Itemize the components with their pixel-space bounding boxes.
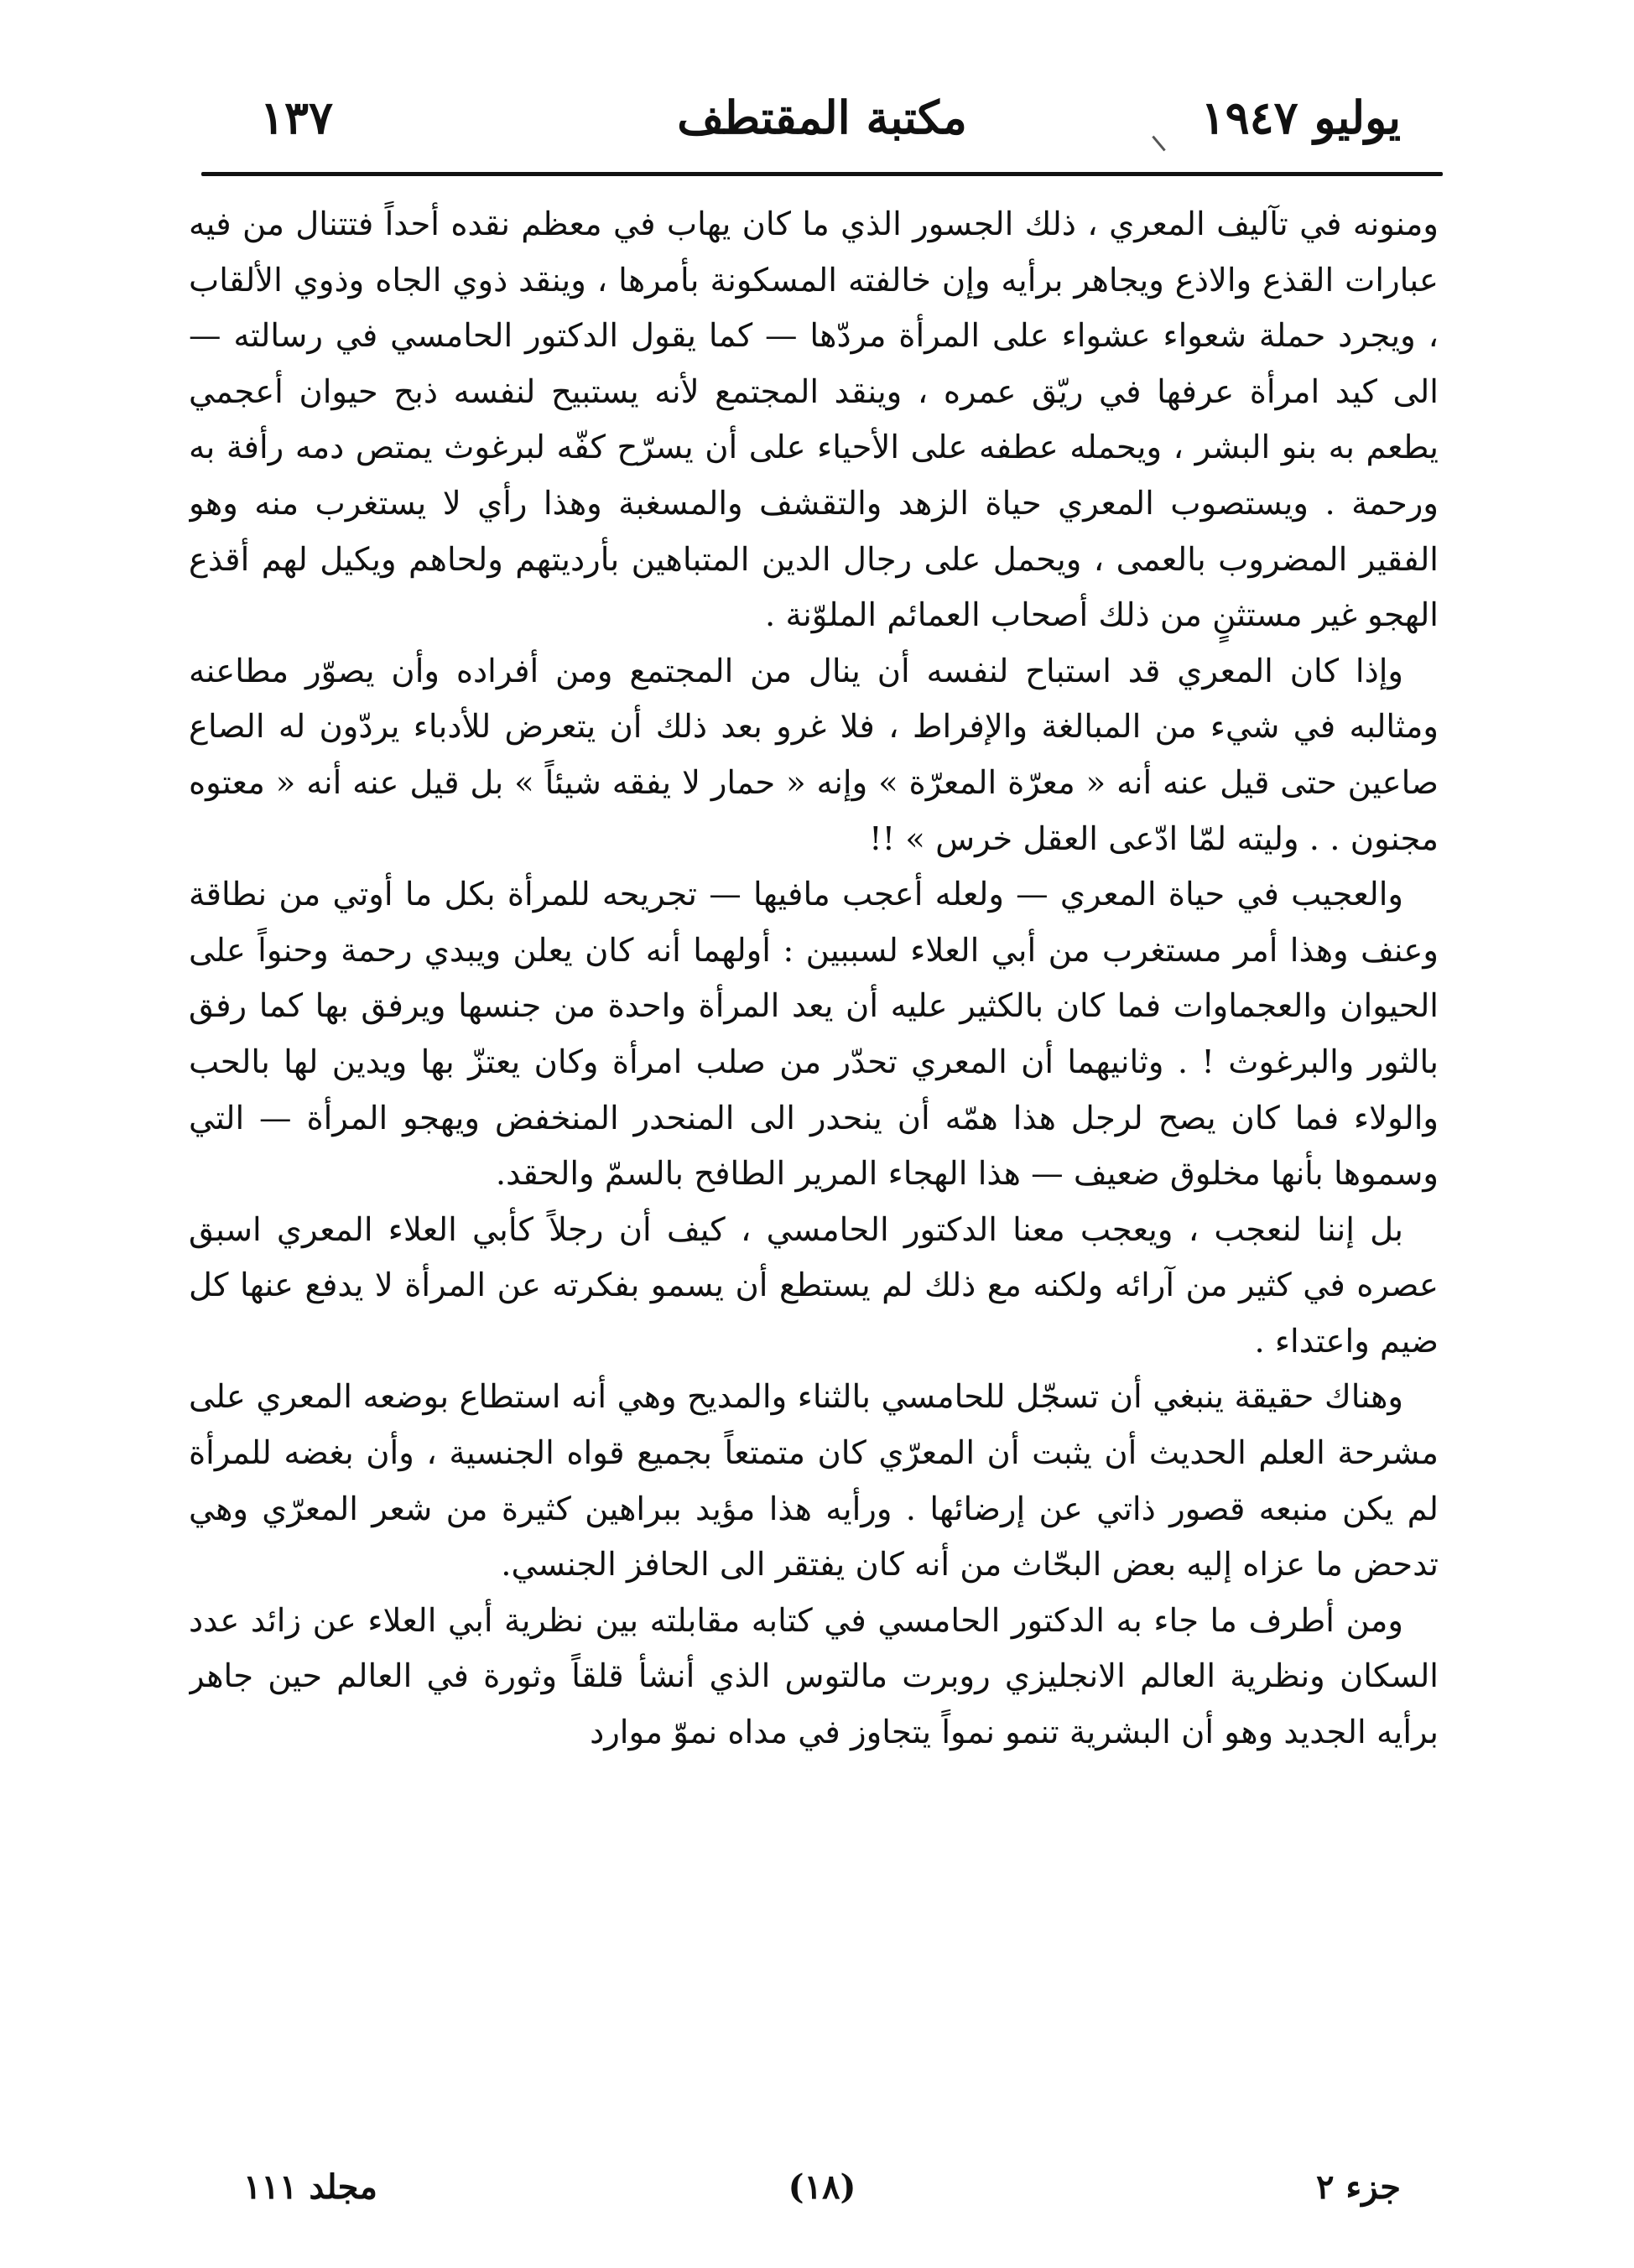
paragraph: وهناك حقيقة ينبغي أن تسجّل للحامسي بالثناء والمديح وهي أنه استطاع بوضعه المعري على مشرحة العلم الحديث أن يثبت أن المعرّي كان متمتعاً بجميع قواه الجنسية ، وأن بغضه للمرأة لم يكن منبعه قصور ذاتي عن إرضائها . ورأيه هذا مؤيد ببراهين كثيرة من شعر المعرّي وهي تدحض ما عزاه إليه بعض البحّاث من أنه كان يفتقر الى الحافز الجنسي. (189, 1378, 1439, 1584)
paragraph: ومنونه في تآليف المعري ، ذلك الجسور الذي ما كان يهاب في معظم نقده أحداً فتتنال من فيه عبارات القذع والاذع ويجاهر برأيه وإن خالفته المسكونة بأمرها ، وينقد ذوي الجاه وذوي الألقاب ، ويجرد حملة شعواء عشواء على المرأة مردّها — كما يقول الدكتور الحامسي في رسالته — الى كيد امرأة عرفها في ريّق عمره ، وينقد المجتمع لأنه يستبيح لنفسه ذبح حيوان أعجمي يطعم به بنو البشر ، ويحمله عطفه على الأحياء على أن يسرّح كفّه لبرغوث يمتص دمه رأفة به ورحمة . ويستصوب المعري حياة الزهد والتقشف والمسغبة وهذا رأي لا يستغرب منه وهو الفقير المضروب بالعمى ، ويحمل على رجال الدين المتباهين بأرديتهم ولحاهم ويكيل لهم أقذع الهجو غير مستثنٍ من ذلك أصحاب العمائم الملوّنة . (189, 205, 1439, 635)
journal-title: مكتبة المقتطف (677, 91, 967, 144)
paragraph: ومن أطرف ما جاء به الدكتور الحامسي في كتابه مقابلته بين نظرية أبي العلاء عن زائد عدد السكان ونظرية العالم الانجليزي روبرت مالتوس الذي أنشأ قلقاً وثورة في العالم حين جاهر برأيه الجديد وهو أن البشرية تنمو نمواً يتجاوز في مداه نموّ موارد (189, 1601, 1439, 1752)
signature-mark: (١٨) (788, 2167, 856, 2207)
volume-number: مجلد ١١١ (243, 2167, 377, 2207)
issue-date: يوليو ١٩٤٧ (1200, 91, 1401, 144)
paragraph: بل إننا لنعجب ، ويعجب معنا الدكتور الحامسي ، كيف أن رجلاً كأبي العلاء المعري اسبق عصره في كثير من آرائه ولكنه مع ذلك لم يستطع أن يسمو بفكرته عن المرأة لا يدفع عنها كل ضيم واعتداء . (189, 1210, 1439, 1360)
header-rule (201, 172, 1443, 176)
paragraph: وإذا كان المعري قد استباح لنفسه أن ينال من المجتمع ومن أفراده وأن يصوّر مطاعنه ومثالبه في شيء من المبالغة والإفراط ، فلا غرو بعد ذلك أن يتعرض للأدباء يردّون له الصاع صاعين حتى قيل عنه أنه « معرّة المعرّة » وإنه « حمار لا يفقه شيئاً » بل قيل عنه أنه « معتوه مجنون . . وليته لمّا ادّعى العقل خرس » !! (189, 652, 1439, 858)
page-footer (210, 2162, 1434, 2213)
paragraph: والعجيب في حياة المعري — ولعله أعجب مافيها — تجريحه للمرأة بكل ما أوتي من نطاقة وعنف وهذا أمر مستغرب من أبي العلاء لسببين : أولهما أنه كان يعلن ويبدي رحمة وحنواً على الحيوان والعجماوات فما كان بالكثير عليه أن يعد المرأة واحدة من جنسها ويرفق بها كما رفق بالثور والبرغوث ! . وثانيهما أن المعري تحدّر من صلب امرأة وكان يعتزّ بها ويدين لها بالحب والولاء فما كان يصح لرجل هذا همّه أن ينحدر الى المنحدر المنخفض ويهجو المرأة — التي وسموها بأنها مخلوق ضعيف — هذا الهجاء المرير الطافح بالسمّ والحقد. (189, 876, 1439, 1194)
running-header (210, 80, 1434, 155)
part-number: جزء ٢ (1315, 2167, 1401, 2207)
page-number: ١٣٧ (260, 91, 334, 144)
article-body (189, 197, 1439, 2135)
